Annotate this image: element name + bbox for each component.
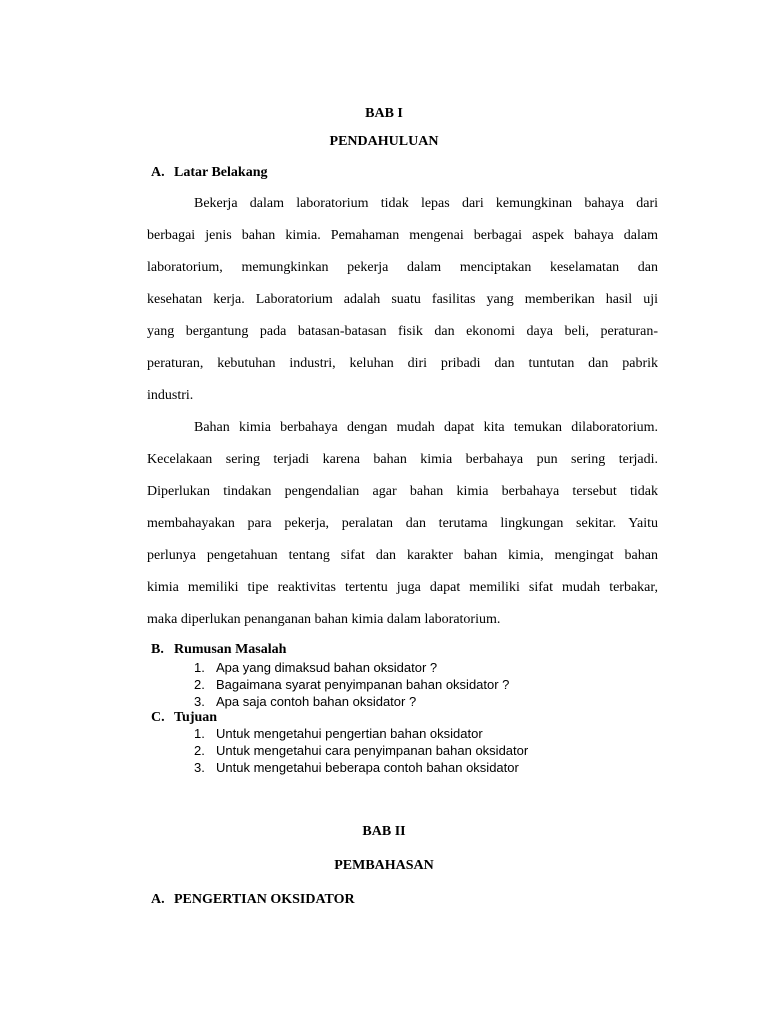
section-title-text: Tujuan <box>174 710 218 725</box>
list-item <box>194 742 528 759</box>
paragraph-line: Kecelakaan sering terjadi karena bahan kimia berbahaya pun sering terjadi. <box>147 452 658 467</box>
rumusan-masalah-list <box>194 659 509 710</box>
list-item <box>194 693 509 710</box>
tujuan-list <box>194 725 528 776</box>
section-letter: A. <box>151 892 165 907</box>
paragraph-latar-belakang-2 <box>147 420 658 644</box>
list-item-text: Untuk mengetahui cara penyimpanan bahan oksidator <box>216 743 529 758</box>
section-heading-pengertian-oksidator <box>151 892 355 908</box>
paragraph-line: maka diperlukan penanganan bahan kimia dalam laboratorium. <box>147 612 501 627</box>
list-item-text: Apa yang dimaksud bahan oksidator ? <box>216 660 438 675</box>
paragraph-line: kimia memiliki tipe reaktivitas tertentu juga dapat memiliki sifat mudah terbakar, <box>147 580 658 595</box>
paragraph-line: industri. <box>147 388 194 403</box>
paragraph-line: kesehatan kerja. Laboratorium adalah suatu fasilitas yang memberikan hasil uji <box>147 292 658 307</box>
list-item-text: Bagaimana syarat penyimpanan bahan oksidator ? <box>216 677 510 692</box>
paragraph-line: laboratorium, memungkinkan pekerja dalam menciptakan keselamatan dan <box>147 260 658 275</box>
paragraph-line: yang bergantung pada batasan-batasan fisik dan ekonomi daya beli, peraturan- <box>147 324 658 339</box>
list-item <box>194 659 509 676</box>
list-item-number: 2. <box>194 743 205 758</box>
paragraph-line: Diperlukan tindakan pengendalian agar bahan kimia berbahaya tersebut tidak <box>147 484 658 499</box>
paragraph-line: Bahan kimia berbahaya dengan mudah dapat kita temukan dilaboratorium. <box>194 420 658 435</box>
paragraph-latar-belakang-1 <box>147 196 658 420</box>
list-item <box>194 725 528 742</box>
paragraph-line: berbagai jenis bahan kimia. Pemahaman mengenai berbagai aspek bahaya dalam <box>147 228 658 243</box>
paragraph-line: perlunya pengetahuan tentang sifat dan karakter bahan kimia, mengingat bahan <box>147 548 658 563</box>
paragraph-line: membahayakan para pekerja, peralatan dan terutama lingkungan sekitar. Yaitu <box>147 516 658 531</box>
section-heading-tujuan <box>151 710 217 726</box>
section-letter: C. <box>151 710 165 725</box>
chapter-title: PENDAHULUAN <box>329 134 439 149</box>
chapter-number: BAB II <box>362 824 406 839</box>
paragraph-line: peraturan, kebutuhan industri, keluhan diri pribadi dan tuntutan dan pabrik <box>147 356 658 371</box>
list-item-number: 1. <box>194 660 205 675</box>
list-item-text: Untuk mengetahui beberapa contoh bahan oksidator <box>216 760 519 775</box>
list-item-number: 2. <box>194 677 205 692</box>
section-letter: B. <box>151 642 164 657</box>
chapter-title: PEMBAHASAN <box>334 858 434 873</box>
section-heading-latar-belakang <box>151 165 267 181</box>
list-item <box>194 759 528 776</box>
paragraph-line: Bekerja dalam laboratorium tidak lepas dari kemungkinan bahaya dari <box>194 196 658 211</box>
list-item-text: Apa saja contoh bahan oksidator ? <box>216 694 417 709</box>
section-title-text: Latar Belakang <box>174 165 268 180</box>
list-item-number: 1. <box>194 726 205 741</box>
chapter-number: BAB I <box>365 106 403 121</box>
section-letter: A. <box>151 165 165 180</box>
list-item-number: 3. <box>194 760 205 775</box>
section-title-text: PENGERTIAN OKSIDATOR <box>174 892 355 907</box>
list-item-text: Untuk mengetahui pengertian bahan oksidator <box>216 726 483 741</box>
section-title-text: Rumusan Masalah <box>174 642 287 657</box>
list-item-number: 3. <box>194 694 205 709</box>
list-item <box>194 676 509 693</box>
section-heading-rumusan-masalah <box>151 642 286 658</box>
